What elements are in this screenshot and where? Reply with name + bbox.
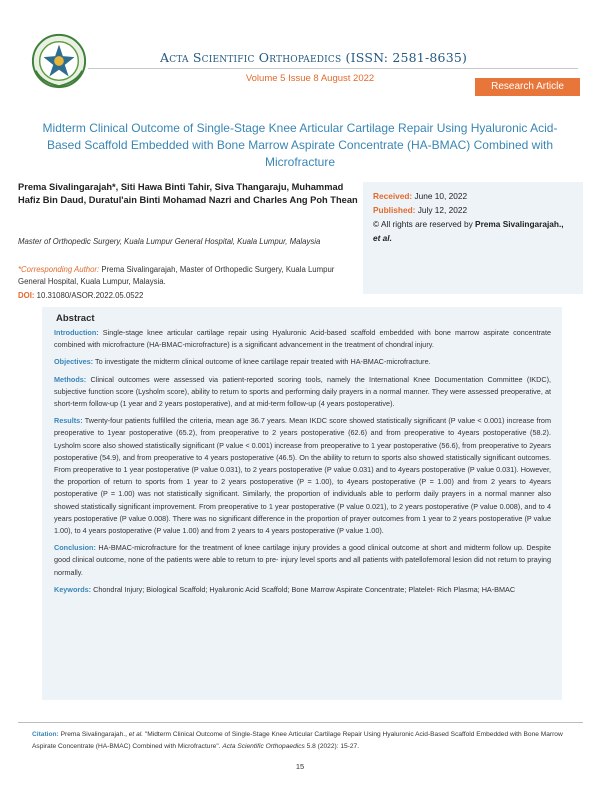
abstract-keywords	[54, 584, 551, 596]
corresponding-author-label: *Corresponding Author:	[18, 265, 100, 274]
abstract-conclusion	[54, 542, 551, 579]
citation-tail: 5.8 (2022): 15-27.	[304, 743, 360, 750]
objectives-text: To investigate the midterm clinical outcome of knee cartilage repair treated with HA-BMAC-microfracture.	[94, 357, 431, 367]
objectives-label: Objectives:	[54, 357, 94, 367]
affiliation: Master of Orthopedic Surgery, Kuala Lumpur General Hospital, Kuala Lumpur, Malaysia	[18, 237, 321, 246]
doi-label: DOI:	[18, 291, 35, 300]
received-date	[373, 189, 573, 203]
citation-etal: et al.	[128, 731, 144, 738]
journal-title: Acta Scientific Orthopaedics (ISSN: 2581-8635)	[160, 50, 468, 65]
copyright-etal: et al.	[373, 233, 392, 243]
corresponding-author-text: Prema Sivalingarajah, Master of Orthopedic Surgery, Kuala Lumpur General Hospital, Kuala Lumpur, Malaysia.	[18, 265, 335, 286]
keywords-text: Chondral Injury; Biological Scaffold; Hyaluronic Acid Scaffold; Bone Marrow Aspirate Concentrate; Platelet- Rich Plasma; HA-BMAC	[93, 584, 516, 594]
abstract-panel	[42, 307, 562, 700]
citation-label: Citation:	[32, 731, 59, 738]
doi	[18, 291, 363, 300]
journal-logo-icon	[30, 32, 88, 90]
copyright	[373, 217, 573, 245]
header-divider	[88, 68, 578, 69]
keywords-label: Keywords:	[54, 584, 92, 594]
dates-panel	[363, 182, 583, 294]
published-date	[373, 203, 573, 217]
abstract-body	[54, 327, 551, 601]
citation-text: "Midterm Clinical Outcome of Single-Stage Knee Articular Cartilage Repair Using Hyaluronic Acid-Based Scaffold Embedded with Bone Marrow Aspirate Concentrate (HA-BMAC) Combined with Microfracture".	[32, 731, 563, 750]
doi-link[interactable]: 10.31080/ASOR.2022.05.0522	[36, 291, 144, 300]
results-label: Results:	[54, 416, 83, 426]
introduction-label: Introduction:	[54, 328, 99, 337]
introduction-text: Single-stage knee articular cartilage repair using Hyaluronic Acid-based scaffold embedded with bone marrow aspirate concentrate combined with microfracture (HA-BMAC-microfracture) is a significant advancement in the treatment of chondral injury.	[54, 328, 552, 350]
citation-journal: Acta Scientific Orthopaedics	[222, 743, 305, 750]
article-title: Midterm Clinical Outcome of Single-Stage Knee Articular Cartilage Repair Using Hyaluronic Acid-Based Scaffold Embedded with Bone Marrow Aspirate Concentrate (HA-BMAC) Combined with Microfracture	[42, 121, 558, 169]
conclusion-label: Conclusion:	[54, 543, 96, 553]
methods-text: Clinical outcomes were assessed via patient-reported scoring tools, namely the International Knee Documentation Committee (IKDC), subjective function score (Lysholm score), ability to return to sports and performing daily prayers in a normal manner. They were assessed preoperative, at short-term follow-up (1 year and 2 years postoperative), and at mid-term follow-up (4 years postoperative).	[54, 374, 551, 409]
copyright-text: © All rights are reserved by	[373, 219, 473, 229]
abstract-results	[54, 415, 551, 537]
abstract-introduction	[54, 327, 551, 351]
published-label: Published:	[373, 205, 416, 215]
volume-info: Volume 5 Issue 8 August 2022	[245, 73, 375, 84]
footer-divider	[18, 722, 583, 723]
citation	[32, 729, 572, 753]
corresponding-author	[18, 264, 363, 288]
conclusion-text: HA-BMAC-microfracture for the treatment of knee cartilage injury provides a good clinical outcome at short and midterm follow up. Despite good clinical outcome, none of the patients were able to return to pre- injury level sports and all patients with patellofemoral lesion did not return to praying normally.	[54, 543, 551, 577]
copyright-holder: Prema Sivalingarajah.,	[475, 219, 564, 229]
received-value: June 10, 2022	[414, 191, 468, 201]
abstract-heading: Abstract	[56, 313, 95, 324]
article-type-badge: Research Article	[475, 78, 580, 96]
page-number: 15	[295, 762, 305, 771]
received-label: Received:	[373, 191, 413, 201]
methods-label: Methods:	[54, 374, 87, 384]
author-list: Prema Sivalingarajah*, Siti Hawa Binti Tahir, Siva Thangaraju, Muhammad Hafiz Bin Daud, Duratul'ain Binti Mohamad Nazri and Charles Ang Poh Thean	[18, 182, 358, 205]
published-value: July 12, 2022	[417, 205, 468, 215]
abstract-methods	[54, 374, 551, 411]
abstract-objectives	[54, 356, 551, 368]
results-text: Twenty-four patients fulfilled the criteria, mean age 36.7 years. Mean IKDC score showed statistically significant (P value < 0.001) increase from preoperative to 1year postoperative (65.2), from preoperative to 2 years postoperative (62.6) and from preoperative to 4years postoperative (58.2). Lysholm score also showed statistically significant (P value < 0.001) increase from preoperative to 1 year postoperative (56.6), from preoperative to 2years postoperative (54.9), and from preoperative to 4 years postoperative (46.5). On the ability to return to sports also showed statistically significant outcomes. From preoperative to 1 year postoperative (P value 0.031), to 2 years postoperative (P value 0.031) and to 4years postoperative (P value 0.031). However, the proportion of return to sports from 1 year to 2 years postoperative (P = 1.00), to 4years postoperative (P = 1.00) and from 2 years to 4years postoperative (P = 1.00) was not statistically significant. Similarly, the proportion of individuals able to perform daily prayers in a normal manner also showed statistically significant improvement. From preoperative to 1 year postoperative (P value 0.021), to 2 years postoperative (P value 0.008), and to 4 years postoperative (P value 0.008). There was no significant difference in the proportion of prayer outcomes from 1 year to 2 years postoperative (P value 1.00), to 4 years postoperative (P value 1.00) and from 2 years to 4 years postoperative (P value 1.00).	[54, 416, 551, 536]
citation-author: Prema Sivalingarajah.,	[60, 731, 129, 738]
